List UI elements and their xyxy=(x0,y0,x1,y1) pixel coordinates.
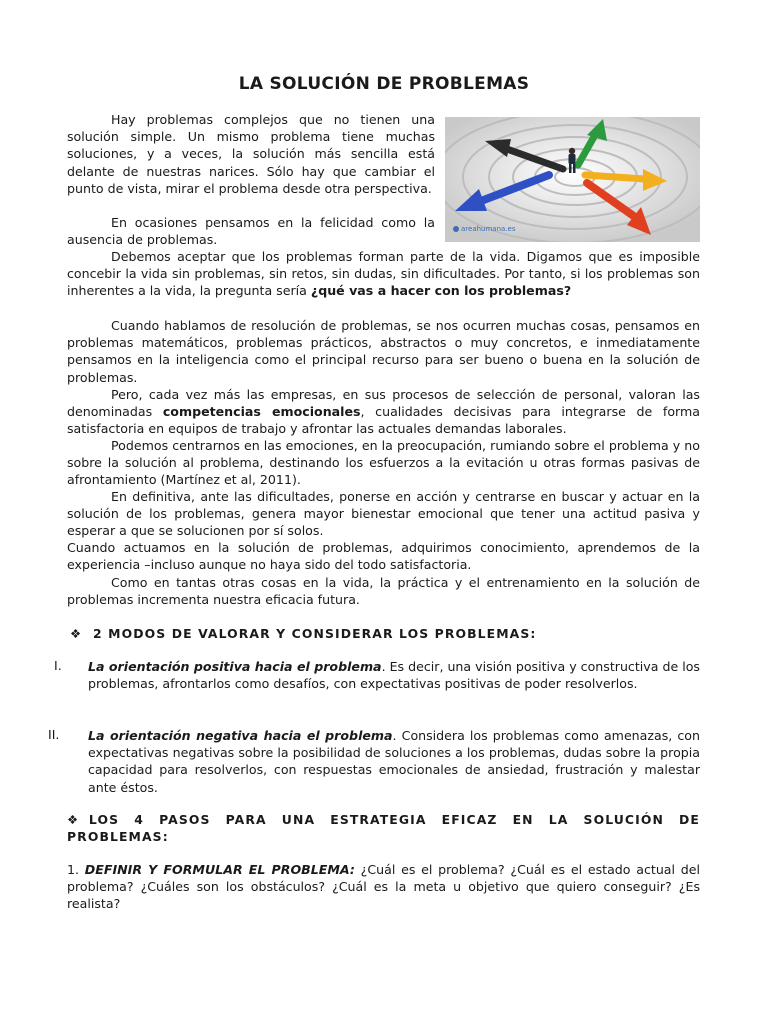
maze-arrows-image xyxy=(445,117,700,242)
paragraph-9: Como en tantas otras cosas en la vida, la práctica y el entrenamiento en la solución de problemas incrementa nuestra eficacia futura. xyxy=(67,575,700,608)
paragraph-intro-2: En ocasiones pensamos en la felicidad como la ausencia de problemas. xyxy=(67,215,435,248)
paragraph-7: En definitiva, ante las dificultades, ponerse en acción y centrarse en buscar y actuar en la solución de los problemas, genera mayor bienestar emocional que tener una actitud pasiva y esperar a que se solucionen por sí solos. xyxy=(67,489,700,539)
list-item-positive-lead: La orientación positiva hacia el problema xyxy=(88,659,382,674)
image-watermark: areahumana.es xyxy=(461,225,516,233)
roman-numeral-2: II. xyxy=(48,727,60,742)
list-item-negative-text: . Considera los problemas como amenazas, con expectativas negativas sobre la posibilidad de soluciones a los problemas, dudas sobre la propia capacidad para resolverlos, con respuestas emocionales de ansiedad, frustración y malestar ante éstos. xyxy=(88,728,700,795)
diamond-bullet-icon: ❖ xyxy=(70,626,83,641)
roman-numeral-1: I. xyxy=(54,658,62,673)
paragraph-3 xyxy=(67,248,700,300)
step-1-text: ¿Cuál es el problema? ¿Cuál es el estado actual del problema? ¿Cuáles son los obstáculos? ¿Cuál es la meta u objetivo que quiero conseguir? ¿Es realista? xyxy=(67,862,700,912)
paragraph-5-bold: competencias emocionales xyxy=(162,404,361,420)
section-1-heading xyxy=(70,626,536,641)
paragraph-4: Cuando hablamos de resolución de problemas, se nos ocurren muchas cosas, pensamos en problemas matemáticos, problemas prácticos, abstractos o muy concretos, e inmediatamente pensamos en la inteligencia como el principal recurso para ser bueno o buena en la solución de problemas. xyxy=(67,318,700,385)
paragraph-5 xyxy=(67,386,700,438)
list-item-positive xyxy=(88,658,700,692)
watermark-logo-icon xyxy=(453,226,459,232)
page-title: LA SOLUCIÓN DE PROBLEMAS xyxy=(238,74,530,94)
paragraph-3-text: Debemos aceptar que los problemas forman parte de la vida. Digamos que es imposible concebir la vida sin problemas, sin retos, sin dudas, sin dificultades. Por tanto, si los problemas son inherentes a la vida, la pregunta sería xyxy=(67,249,700,299)
list-item-negative-lead: La orientación negativa hacia el problema xyxy=(88,728,393,743)
step-1-number: 1. xyxy=(67,862,80,877)
paragraph-3-question: ¿qué vas a hacer con los problemas? xyxy=(310,283,572,299)
section-2-heading xyxy=(67,811,700,845)
paragraph-5-text-b: , cualidades decisivas para integrarse de forma satisfactoria en equipos de trabajo y afrontar las actuales demandas laborales. xyxy=(67,404,700,437)
section-2-heading-text: LOS 4 PASOS PARA UNA ESTRATEGIA EFICAZ EN LA SOLUCIÓN DE PROBLEMAS: xyxy=(67,812,700,844)
step-1 xyxy=(67,861,700,913)
step-1-lead: DEFINIR Y FORMULAR EL PROBLEMA: xyxy=(84,862,355,877)
maze-arrows-illustration xyxy=(445,117,700,242)
paragraph-8: Cuando actuamos en la solución de problemas, adquirimos conocimiento, aprendemos de la experiencia –incluso aunque no haya sido del todo satisfactoria. xyxy=(67,540,700,573)
paragraph-6: Podemos centrarnos en las emociones, en la preocupación, rumiando sobre el problema y no sobre la solución al problema, destinando los esfuerzos a la evitación u otras formas pasivas de afrontamiento (Martínez et al, 2011). xyxy=(67,438,700,488)
list-item-negative xyxy=(88,727,700,796)
paragraph-intro-1: Hay problemas complejos que no tienen una solución simple. Un mismo problema tiene muchas soluciones, y a veces, la solución más sencilla está delante de nuestras narices. Sólo hay que cambiar el punto de vista, mirar el problema desde otra perspectiva. xyxy=(67,112,435,196)
diamond-bullet-icon: ❖ xyxy=(67,812,89,827)
section-1-heading-text: 2 MODOS DE VALORAR Y CONSIDERAR LOS PROBLEMAS: xyxy=(93,626,537,641)
paragraph-5-text-a: Pero, cada vez más las empresas, en sus procesos de selección de personal, valoran las denominadas xyxy=(67,387,700,420)
list-item-positive-text: . Es decir, una visión positiva y constructiva de los problemas, afrontarlos como desafíos, con expectativas positivas de poder resolverlos. xyxy=(88,659,700,692)
